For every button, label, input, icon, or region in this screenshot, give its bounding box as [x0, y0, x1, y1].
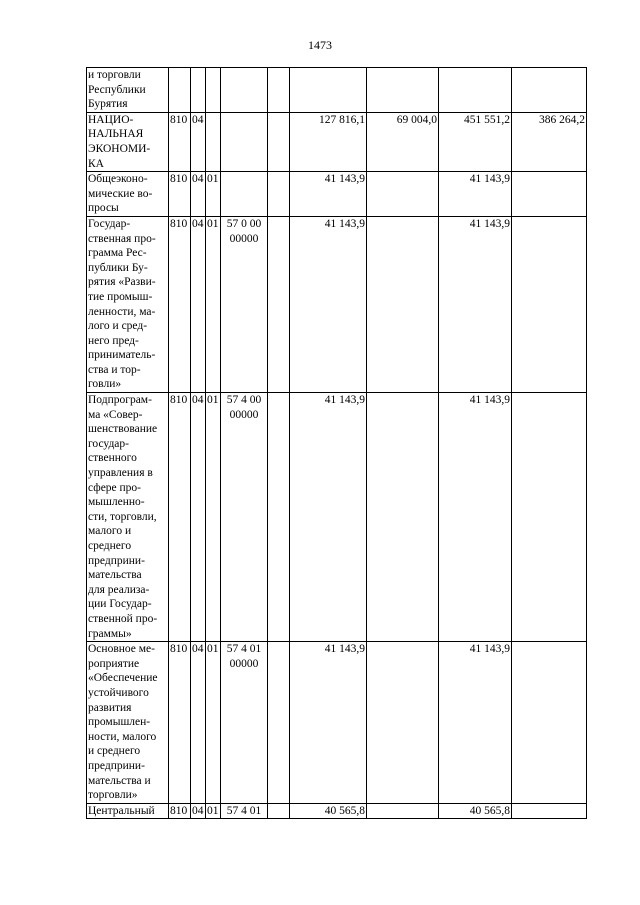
section-code-cell: 04 — [191, 803, 206, 819]
expense-type-cell — [268, 172, 290, 217]
cell-line: грамма Рес- — [88, 247, 147, 260]
cell-line: и торговли — [88, 69, 141, 81]
cell-line: Общеэконо- — [88, 173, 148, 186]
amount-extra-cell — [512, 216, 587, 392]
amount-republic-cell: 41 143,9 — [439, 216, 512, 392]
cell-line: мательства — [88, 569, 142, 582]
subsection-code-cell: 01 — [206, 172, 221, 217]
cell-line: государ- — [88, 437, 129, 450]
row-name-cell — [87, 216, 169, 392]
subsection-code-cell — [206, 112, 221, 171]
grbs-code-cell: 810 — [169, 393, 191, 642]
table-body — [87, 68, 587, 819]
subsection-code-cell — [206, 68, 221, 113]
cell-line: Основное ме- — [88, 643, 155, 656]
amount-republic-cell: 41 143,9 — [439, 642, 512, 804]
amount-total-cell: 41 143,9 — [290, 172, 367, 217]
cell-line: 00000 — [229, 232, 259, 245]
table-row — [87, 68, 587, 113]
expense-type-cell — [268, 68, 290, 113]
cell-line: 57 4 01 — [226, 643, 262, 656]
cell-line: предприни- — [88, 554, 145, 567]
amount-total-cell — [290, 68, 367, 113]
expense-type-cell — [268, 642, 290, 804]
amount-federal-cell — [367, 393, 439, 642]
cell-line: КА — [88, 157, 104, 170]
cell-line: 57 4 00 — [226, 394, 262, 407]
amount-federal-cell: 69 004,0 — [367, 112, 439, 171]
expense-type-cell — [268, 393, 290, 642]
cell-line: ности, малого — [88, 730, 157, 743]
section-code-cell: 04 — [191, 216, 206, 392]
cell-line: предприни- — [88, 759, 145, 772]
amount-federal-cell — [367, 803, 439, 819]
cell-line: Государ- — [88, 217, 131, 230]
cell-line: мышленно- — [88, 496, 145, 509]
amount-republic-cell: 41 143,9 — [439, 172, 512, 217]
amount-extra-cell — [512, 172, 587, 217]
cell-line: Подпрограм- — [88, 394, 152, 407]
cell-line: просы — [88, 202, 119, 215]
amount-republic-cell: 41 143,9 — [439, 393, 512, 642]
section-code-cell — [191, 68, 206, 113]
cell-line: приниматель- — [88, 349, 156, 362]
page-number: 1473 — [308, 38, 332, 52]
cell-line: говли» — [88, 378, 122, 391]
cell-line: рятия «Разви- — [88, 276, 156, 289]
amount-extra-cell — [512, 642, 587, 804]
cell-line: и среднего — [88, 745, 141, 758]
target-article-cell — [221, 803, 268, 819]
cell-line: промышлен- — [88, 716, 151, 729]
cell-line: торговли» — [88, 789, 138, 802]
row-name-cell — [87, 393, 169, 642]
subsection-code-cell: 01 — [206, 803, 221, 819]
cell-line: 57 4 01 — [226, 804, 262, 817]
cell-line: Центральный — [88, 804, 155, 817]
cell-line: шенствование — [88, 423, 158, 436]
cell-line: для реализа- — [88, 583, 150, 596]
amount-total-cell: 41 143,9 — [290, 393, 367, 642]
amount-republic-cell: 40 565,8 — [439, 803, 512, 819]
amount-extra-cell — [512, 68, 587, 113]
expense-type-cell — [268, 112, 290, 171]
expense-type-cell — [268, 803, 290, 819]
cell-line: граммы» — [88, 627, 132, 640]
amount-total-cell: 40 565,8 — [290, 803, 367, 819]
cell-line: ственная про- — [88, 232, 156, 245]
table-row — [87, 803, 587, 819]
cell-line: ции Государ- — [88, 598, 152, 611]
cell-line: 00000 — [229, 408, 259, 421]
cell-line: среднего — [88, 540, 132, 552]
table-row — [87, 216, 587, 392]
cell-line: малого и — [88, 525, 132, 538]
grbs-code-cell: 810 — [169, 216, 191, 392]
amount-federal-cell — [367, 172, 439, 217]
section-code-cell: 04 — [191, 172, 206, 217]
cell-line: сфере про- — [88, 481, 142, 494]
target-article-cell — [221, 216, 268, 392]
target-article-cell — [221, 642, 268, 804]
grbs-code-cell: 810 — [169, 112, 191, 171]
cell-line: 57 0 00 — [226, 217, 262, 230]
amount-total-cell: 41 143,9 — [290, 216, 367, 392]
cell-line: Бурятия — [88, 98, 128, 111]
amount-federal-cell — [367, 216, 439, 392]
row-name-cell — [87, 172, 169, 217]
table-row — [87, 393, 587, 642]
cell-line: ственного — [88, 452, 137, 465]
cell-line: устойчивого — [88, 686, 149, 699]
amount-total-cell: 127 816,1 — [290, 112, 367, 171]
amount-total-cell: 41 143,9 — [290, 642, 367, 804]
amount-federal-cell — [367, 642, 439, 804]
subsection-code-cell: 01 — [206, 393, 221, 642]
target-article-cell — [221, 112, 268, 171]
table-row — [87, 172, 587, 217]
cell-line: сти, торговли, — [88, 510, 157, 523]
table-row — [87, 642, 587, 804]
grbs-code-cell: 810 — [169, 803, 191, 819]
section-code-cell: 04 — [191, 112, 206, 171]
subsection-code-cell: 01 — [206, 642, 221, 804]
cell-line: «Обеспечение — [88, 672, 158, 685]
grbs-code-cell: 810 — [169, 642, 191, 804]
section-code-cell: 04 — [191, 393, 206, 642]
cell-line: Республики — [88, 83, 146, 96]
target-article-cell — [221, 68, 268, 113]
cell-line: лого и сред- — [88, 320, 148, 333]
cell-line: ственной про- — [88, 612, 158, 625]
cell-line: роприятие — [88, 657, 140, 670]
amount-extra-cell — [512, 393, 587, 642]
cell-line: 00000 — [229, 657, 259, 670]
amount-federal-cell — [367, 68, 439, 113]
cell-line: ма «Совер- — [88, 408, 143, 421]
budget-table — [86, 67, 587, 819]
cell-line: мические во- — [88, 187, 153, 200]
amount-republic-cell — [439, 68, 512, 113]
expense-type-cell — [268, 216, 290, 392]
cell-line: ЭКОНОМИ- — [88, 142, 151, 155]
cell-line: мательства и — [88, 774, 151, 787]
cell-line: управления в — [88, 467, 153, 480]
cell-line: ства и тор- — [88, 363, 141, 376]
cell-line: публики Бу- — [88, 261, 148, 274]
row-name-cell — [87, 803, 169, 819]
cell-line: НАЛЬНАЯ — [88, 128, 144, 141]
cell-line: тие промыш- — [88, 290, 153, 303]
row-name-cell — [87, 642, 169, 804]
row-name-cell — [87, 68, 169, 113]
amount-republic-cell: 451 551,2 — [439, 112, 512, 171]
cell-line: него пред- — [88, 334, 139, 347]
amount-extra-cell: 386 264,2 — [512, 112, 587, 171]
grbs-code-cell: 810 — [169, 172, 191, 217]
target-article-cell — [221, 172, 268, 217]
cell-line: НАЦИО- — [88, 113, 134, 126]
row-name-cell — [87, 112, 169, 171]
grbs-code-cell — [169, 68, 191, 113]
subsection-code-cell: 01 — [206, 216, 221, 392]
cell-line: развития — [88, 701, 132, 714]
section-code-cell: 04 — [191, 642, 206, 804]
target-article-cell — [221, 393, 268, 642]
cell-line: ленности, ма- — [88, 305, 156, 318]
amount-extra-cell — [512, 803, 587, 819]
table-row — [87, 112, 587, 171]
